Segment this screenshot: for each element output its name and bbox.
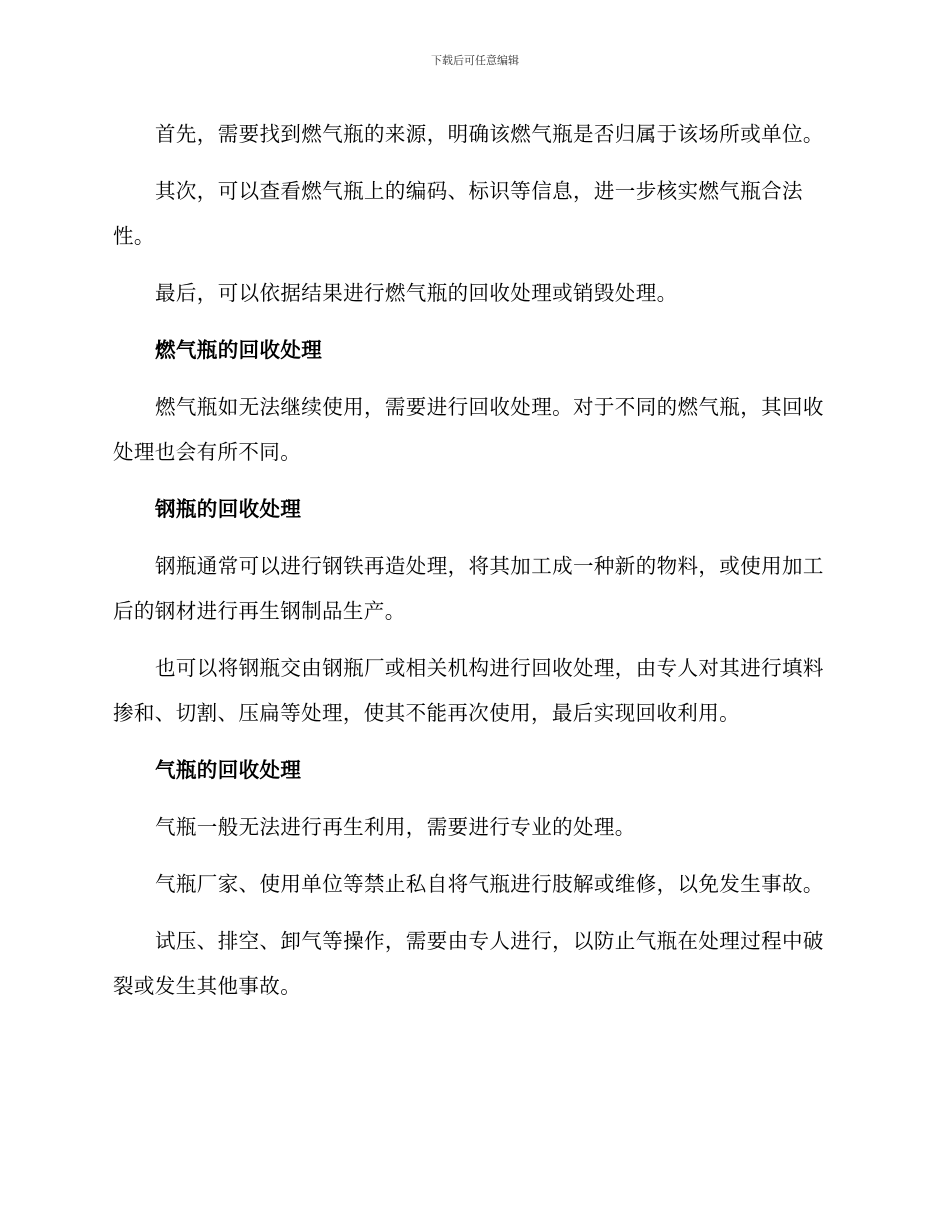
paragraph-steel-reprocess: 钢瓶通常可以进行钢铁再造处理，将其加工成一种新的物料，或使用加工后的钢材进行再生钢制品生产。 bbox=[113, 554, 824, 623]
paragraph-gas-bottle-operations: 试压、排空、卸气等操作，需要由专人进行，以防止气瓶在处理过程中破裂或发生其他事故。 bbox=[113, 929, 824, 998]
page-header: 下载后可任意编辑 bbox=[431, 54, 519, 67]
paragraph-code-check: 其次，可以查看燃气瓶上的编码、标识等信息，进一步核实燃气瓶合法性。 bbox=[113, 179, 803, 248]
section-heading-gas-bottle: 气瓶的回收处理 bbox=[155, 758, 302, 782]
paragraph-gas-bottle-prohibition: 气瓶厂家、使用单位等禁止私自将气瓶进行肢解或维修，以免发生事故。 bbox=[155, 872, 824, 896]
document-body bbox=[113, 112, 835, 1021]
paragraph-source-check: 首先，需要找到燃气瓶的来源，明确该燃气瓶是否归属于该场所或单位。 bbox=[155, 122, 824, 146]
section-heading-gas-cylinder-recycling: 燃气瓶的回收处理 bbox=[155, 338, 323, 362]
section-heading-steel-cylinder: 钢瓶的回收处理 bbox=[155, 497, 302, 521]
paragraph-final-step: 最后，可以依据结果进行燃气瓶的回收处理或销毁处理。 bbox=[155, 281, 678, 305]
paragraph-gas-bottle-professional: 气瓶一般无法进行再生利用，需要进行专业的处理。 bbox=[155, 815, 636, 839]
paragraph-recycling-intro: 燃气瓶如无法继续使用，需要进行回收处理。对于不同的燃气瓶，其回收处理也会有所不同。 bbox=[113, 395, 824, 464]
paragraph-steel-handover: 也可以将钢瓶交由钢瓶厂或相关机构进行回收处理，由专人对其进行填料掺和、切割、压扁等处理，使其不能再次使用，最后实现回收利用。 bbox=[113, 656, 824, 725]
